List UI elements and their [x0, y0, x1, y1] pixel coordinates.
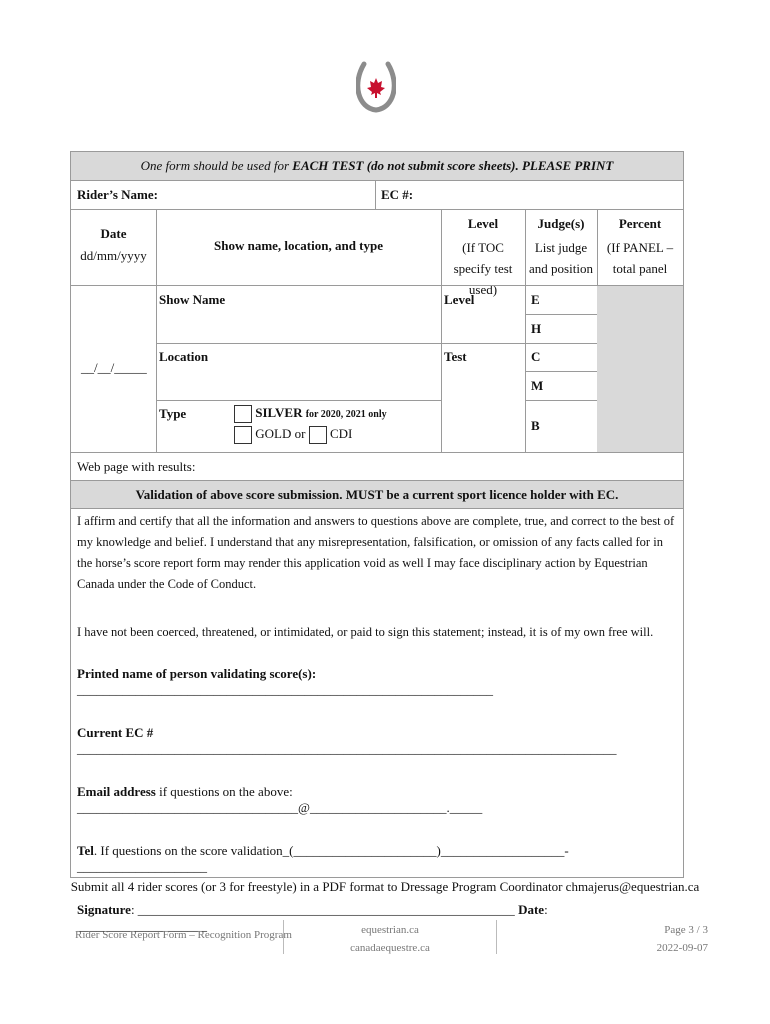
- tel-blank: ______________________)___________________-____________________: [77, 843, 569, 874]
- printed-name-blank: ________________________________________________________________: [77, 682, 493, 697]
- form-banner: [71, 152, 683, 180]
- date-input[interactable]: __/__/_____: [81, 360, 147, 375]
- signature-blank: : __________________________________________________________: [130, 902, 519, 917]
- coerced-text: I have not been coerced, threatened, or intimidated, or paid to sign this statement; instead, it is of my own free will.: [77, 625, 654, 639]
- percent-header-sub: (If PANEL – total panel: [606, 240, 674, 276]
- level-label: Level: [444, 292, 475, 307]
- judge-position: H: [531, 321, 542, 336]
- judges-header-title: Judge(s): [537, 216, 585, 231]
- affirm-text: I affirm and certify that all the information and answers to questions above are complete, true, and correct to the best of my knowledge and belief. I understand that any misrepresentation, falsification, or omission of any facts called for in the horse’s score report form may render this application void as well I may face disciplinary action by Equestrian Canada under the Code of Conduct.: [77, 514, 675, 591]
- current-ec-label: Current EC #: [77, 725, 154, 740]
- maple-leaf-icon: [367, 78, 385, 98]
- level-header-title: Level: [467, 216, 499, 231]
- ec-number-label: EC #:: [381, 187, 414, 202]
- judge-position: M: [531, 378, 544, 393]
- email-label: Email address: [77, 784, 156, 799]
- gold-label: GOLD or: [255, 426, 306, 442]
- submit-note: Submit all 4 rider scores (or 3 for freestyle) in a PDF format to Dressage Program Coordinator chmajerus@equestrian.ca: [70, 879, 700, 894]
- table-header-row: [71, 209, 683, 297]
- current-ec-blank: ___________________________________________________________________________________: [77, 741, 617, 756]
- judge-position: B: [531, 418, 540, 433]
- footer-form-title: Rider Score Report Form – Recognition Program: [75, 929, 292, 941]
- footer-site-french[interactable]: canadaequestre.ca: [350, 942, 430, 954]
- sign-date-blank: : ____________________: [77, 902, 548, 933]
- test-label: Test: [444, 349, 467, 364]
- gold-checkbox[interactable]: [234, 426, 252, 444]
- email-sub: if questions on the above:: [155, 784, 293, 799]
- printed-name-line[interactable]: [77, 666, 677, 698]
- location-label: Location: [159, 349, 209, 364]
- type-label: Type: [159, 406, 187, 421]
- judges-header: [525, 216, 597, 279]
- equestrian-canada-logo: [356, 58, 396, 116]
- banner-bold: EACH TEST (do not submit score sheets). PLEASE PRINT: [292, 158, 614, 173]
- rider-name-label: Rider’s Name:: [77, 187, 158, 202]
- footer-page-info: [657, 921, 708, 957]
- show-details-block: [71, 285, 683, 452]
- percent-cell[interactable]: [597, 286, 683, 452]
- silver-label: SILVER: [255, 405, 303, 420]
- sign-date-label: Date: [518, 902, 545, 917]
- judge-position: E: [531, 292, 540, 307]
- rider-row: [71, 180, 683, 209]
- date-format: dd/mm/yyyy: [80, 248, 147, 263]
- tel-label: Tel: [77, 843, 94, 858]
- judge-position: C: [531, 349, 541, 364]
- tel-sub: . If questions on the score validation_(: [93, 843, 294, 858]
- type-options: [234, 405, 387, 444]
- date-title: Date: [100, 226, 127, 241]
- page-number: Page 3 / 3: [664, 924, 708, 936]
- footer-site-english[interactable]: equestrian.ca: [361, 924, 419, 936]
- web-page-label: Web page with results:: [77, 459, 196, 474]
- level-header-sub: (If TOC specify test used): [453, 240, 513, 297]
- percent-header-title: Percent: [618, 216, 662, 231]
- tel-line[interactable]: [77, 843, 677, 875]
- show-header: Show name, location, and type: [213, 238, 384, 253]
- cdi-label: CDI: [329, 426, 353, 442]
- revision-date: 2022-09-07: [656, 942, 708, 954]
- silver-note: for 2020, 2021 only: [305, 409, 387, 420]
- web-page-row[interactable]: [71, 452, 683, 480]
- show-name-label: Show Name: [159, 292, 226, 307]
- footer-websites: [290, 921, 490, 957]
- printed-name-label: Printed name of person validating score(s):: [77, 666, 317, 681]
- cdi-checkbox[interactable]: [309, 426, 327, 444]
- email-line[interactable]: [77, 784, 677, 816]
- current-ec-line[interactable]: [77, 725, 677, 757]
- date-header: [71, 226, 156, 264]
- silver-checkbox[interactable]: [234, 405, 252, 423]
- signature-label: Signature: [77, 902, 131, 917]
- validation-title: Validation of above score submission. MUST be a current sport licence holder with EC.: [71, 480, 683, 508]
- email-blank: __________________________________@_____________________._____: [77, 800, 483, 815]
- banner-prefix: One form should be used for: [140, 158, 293, 173]
- judges-header-sub: List judge and position: [529, 240, 593, 276]
